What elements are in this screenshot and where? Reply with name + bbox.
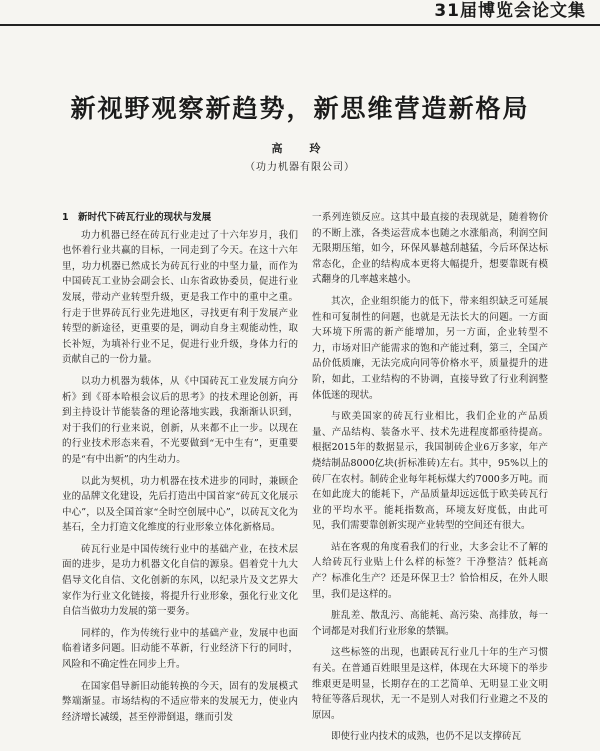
paragraph: 功力机器已经在砖瓦行业走过了十六年岁月，我们也怀着行业共赢的目标，一同走到了今天。在这十六年里，功力机器已然成长为砖瓦行业的中坚力量，而作为中国砖瓦工业协会副会长、山东省政协委员，促进行业发展，带动产业转型升级，更是我工作中的重中之重。行走于世界砖瓦行业先进地区，寻找更有利于发展产业转型的新途径，更重要的是，调动自身主观能动性，取长补短，为填补行业不足，促进行业升级，身体力行的贡献自己的一份力量。 (62, 229, 298, 366)
paragraph: 以此为契机，功力机器在技术进步的同时，兼顾企业的品牌文化建设，先后打造出中国首家“砖瓦文化展示中心”，以及全国首家“全时空创展中心”，以砖瓦文化为基石，全力打造文化维度的行业形象立体化新格局。 (62, 475, 298, 534)
paragraph: 以功力机器为载体，从《中国砖瓦工业发展方向分析》到《哥本哈根会议后的思考》的技术理论创新，再到主持设计节能装备的理论落地实践，我渐渐认识到，对于我们的行业来说，创新，从来都不止一步。以现在的行业技术形态来看，不光要做到“无中生有”，更重要的是“有中出新”的内生动力。 (62, 375, 298, 465)
author-name: 高 玲 (271, 142, 329, 155)
proceedings-header: 31届博览会论文集 (434, 1, 586, 21)
paragraph: 与欧美国家的砖瓦行业相比，我们企业的产品质量、产品结构、装备水平、技术先进程度都亟待提高。根据2015年的数据显示，我国制砖企业6万多家，年产烧结制品8000亿块(折标准砖)左右。其中，95%以上的砖厂在农村。制砖企业每年耗标煤大约7000多万吨。而在如此庞大的能耗下，产品质量却远远低于欧美砖瓦行业的平均水平。能耗指数高，环境友好度低，由此可见，我们需要靠创新实现产业转型的空间还有很大。 (312, 411, 548, 532)
page-title: 新视野观察新趋势，新思维营造新格局 (70, 93, 530, 123)
paragraph: 这些标签的出现，也跟砖瓦行业几十年的生产习惯有关。在普通百姓眼里是这样，体现在大环境下的举步维艰更是明显，长期存在的工艺简单、无明显工业文明特征等落后现状，无一不是别人对我们行业避之不及的原因。 (312, 647, 548, 721)
paragraph: 同样的，作为传统行业中的基础产业，发展中也面临着诸多问题。旧动能不革新，行业经济下行的同时，风险和不确定性在同步上升。 (62, 627, 298, 671)
paragraph: 砖瓦行业是中国传统行业中的基础产业，在技术层面的进步，是功力机器文化自信的源泉。倡着党十九大倡导文化自信、文化创新的东风，以纪录片及文艺界大家作为行业文化链接，将提升行业形象，强化行业文化自信当做功力发展的第一要务。 (62, 543, 298, 618)
paragraph: 其次，企业组织能力的低下，带来组织缺乏可延展性和可复制性的问题，也就是无法长大的问题。一方面大环境下所需的新产能增加，另一方面，企业转型不力，市场对旧产能需求的饱和产能过剩，第三，全国产品价低质廉，无法完成向同等价格水平，质量提升的进阶，如此，工业结构的不协调，直接导致了行业利润整体低迷的现状。 (312, 295, 548, 401)
paragraph: 脏乱差、散乱污、高能耗、高污染、高排放，每一个词都是对我们行业形象的禁锢。 (312, 610, 548, 637)
author-affiliation: （功力机器有限公司） (245, 162, 355, 173)
left-column (62, 210, 298, 731)
paragraph: 一系列连锁反应。这其中最直接的表现就是，随着物价的不断上涨，各类运营成本也随之水涨船高，利润空间无限期压缩，如今，环保风暴越刮越猛，今后环保达标常态化，企业的结构成本更将大幅提升，想要靠既有模式翻身的几率越来越小。 (312, 212, 548, 286)
paragraph: 在国家倡导新旧动能转换的今天，固有的发展模式弊端渐显。市场结构的不适应带来的发展无力，使业内经济增长减缓，甚至停滞倒退，继而引发 (62, 680, 298, 723)
paragraph: 即使行业内技术的成熟，也仍不足以支撑砖瓦 (331, 731, 522, 743)
right-column (312, 210, 548, 751)
paragraph: 站在客观的角度看我们的行业，大多会让不了解的人给砖瓦行业贴上什么样的标签？干净整洁？低耗高产？标准化生产？还是环保卫士？恰恰相反，在外人眼里，我们是这样的。 (312, 541, 548, 600)
section-heading: 1 新时代下砖瓦行业的现状与发展 (62, 212, 212, 223)
header-rule (0, 24, 600, 26)
